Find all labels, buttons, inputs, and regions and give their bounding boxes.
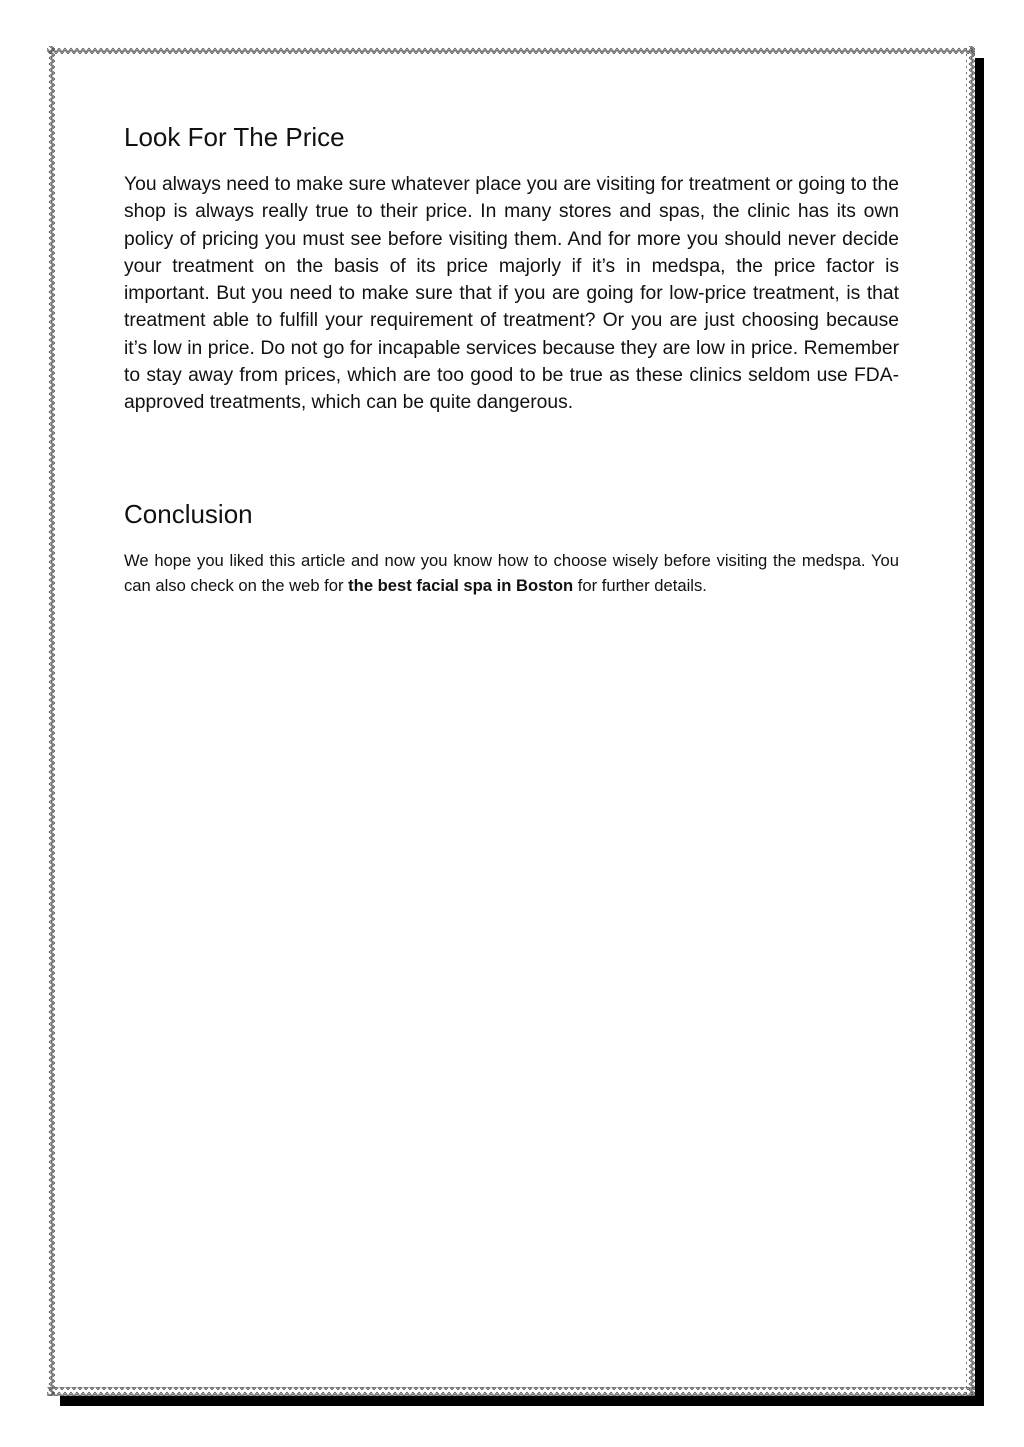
section-body-conclusion xyxy=(124,548,899,599)
section-conclusion xyxy=(124,499,899,599)
page-content xyxy=(124,122,899,599)
best-facial-spa-link[interactable]: the best facial spa in Boston xyxy=(348,576,574,596)
section-heading-conclusion: Conclusion xyxy=(124,498,253,529)
conclusion-text-before: We hope you liked this article and now you know how to choose wisely before visiting the medspa. You can also check on the web for xyxy=(124,550,899,596)
page xyxy=(47,46,975,1396)
section-body-price: You always need to make sure whatever place you are visiting for treatment or going to the shop is always really true to their price. In many stores and spas, the clinic has its own policy of pricing you must see before visiting them. And for more you should never decide your treatment on the basis of its price majorly if it’s in medspa, the price factor is important. But you need to make sure that if you are going for low-price treatment, is that treatment able to fulfill your requirement of treatment? Or you are just choosing because it’s low in price. Do not go for incapable services because they are low in price. Remember to stay away from prices, which are too good to be true as these clinics seldom use FDA-approved treatments, which can be quite dangerous. xyxy=(124,174,899,414)
conclusion-text-after: for further details. xyxy=(573,576,707,596)
section-heading-price: Look For The Price xyxy=(124,122,345,152)
